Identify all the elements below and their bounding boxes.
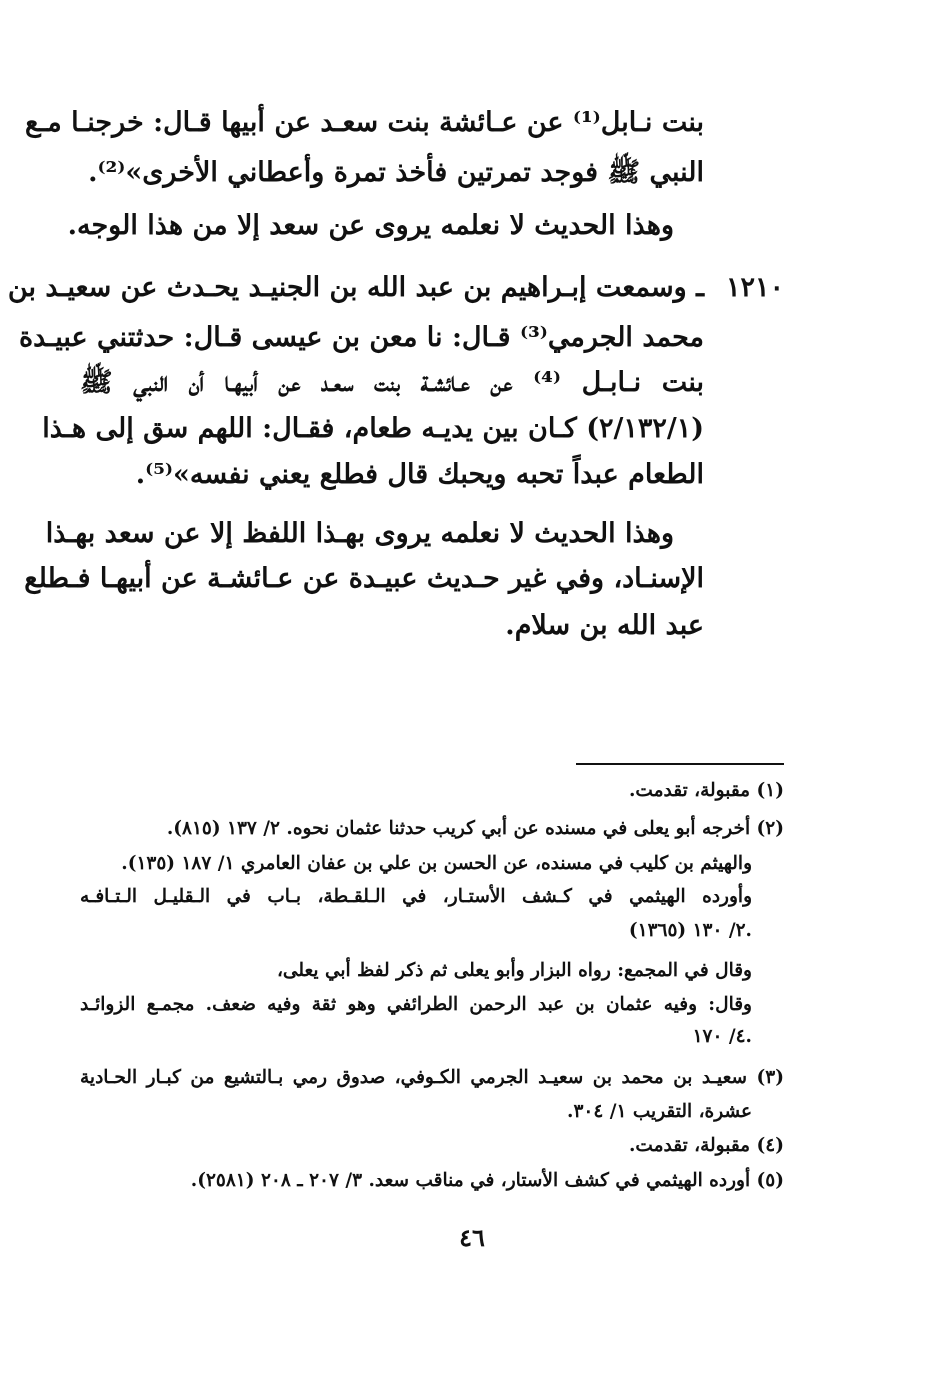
footnote-2: (٢) أخرجه أبو يعلى في مسنده عن أبي كريب حدثنا عثمان نحوه. ٢/ ١٣٧ (٨١٥). <box>166 818 784 839</box>
main-text-line: محمد الجرمي⁽³⁾ قـال: نا معن بن عيسى قـال: حدثتني عبيـدة <box>19 322 704 353</box>
hadith-number: ١٢١٠ <box>725 272 784 303</box>
footnote-2-line: ٢/ ١٣٠ (١٣٦٥). <box>628 920 752 941</box>
main-text-line: الطعام عبداً تحبه ويحبك قال فطلع يعني نفسه»⁽⁵⁾. <box>135 459 704 490</box>
main-text-line: بنت نـابل⁽¹⁾ عن عـائشة بنت سعـد عن أبيها قـال: خرجنـا مـع <box>24 107 704 138</box>
footnote-1: (١) مقبولة، تقدمت. <box>628 780 784 801</box>
main-text-line: النبي ﷺ فوجد تمرتين فأخذ تمرة وأعطاني الأخرى»⁽²⁾. <box>88 157 704 188</box>
main-text-line: الإسنـاد، وفي غير حـديث عبيـدة عن عـائشـة عن أبيهـا فـطلع <box>24 563 704 594</box>
footnote-2-line: ٤/ ١٧٠. <box>692 1026 752 1047</box>
main-text-line: بنت نـابـل ⁽⁴⁾ عن عـائشـة بنت سعـد عن أبيهـا أن النبي ﷺ <box>80 367 704 398</box>
footnote-5: (٥) أورده الهيثمي في كشف الأستار، في مناقب سعد. ٣/ ٢٠٧ ـ ٢٠٨ (٢٥٨١). <box>190 1170 784 1191</box>
footnote-2-line: وأورده الهيثمي في كـشف الأستـار، في الـلقـطة، بـاب في الـقليـل الـتـافـه <box>80 886 752 907</box>
footnote-3-line: عشرة، التقريب ١/ ٣٠٤. <box>567 1101 752 1122</box>
main-text-line: عبد الله بن سلام. <box>505 610 704 641</box>
footnote-2-line: وقال في المجمع: رواه البزار وأبو يعلى ثم ذكر لفظ أبي يعلى، <box>276 960 752 981</box>
footnote-3: (٣) سعيـد بن محمد بن سعيـد الجرمي الكـوفي، صدوق رمي بـالتشيع من كبـار الحـادية <box>80 1067 784 1088</box>
main-text-line: (٢/١٣٢/١) كـان بين يديـه طعام، فقـال: اللهم سق إلى هـذا <box>42 413 704 444</box>
main-text-line: وهذا الحديث لا نعلمه يروى عن سعد إلا من هذا الوجه. <box>67 210 674 241</box>
page-number: ٤٦ <box>459 1223 485 1252</box>
footnote-2-line: والهيثم بن كليب في مسنده، عن الحسن بن علي بن عفان العامري ١/ ١٨٧ (١٣٥). <box>121 853 752 874</box>
footnote-separator <box>576 763 784 765</box>
footnote-2-line: وقال: وفيه عثمان بن عبد الرحمن الطرائفي وهو ثقة وفيه ضعف. مجمـع الزوائـد <box>80 994 752 1015</box>
main-text-line: وهذا الحديث لا نعلمه يروى بهـذا اللفظ إلا عن سعد بهـذا <box>45 518 674 549</box>
footnote-4: (٤) مقبولة، تقدمت. <box>628 1135 784 1156</box>
main-text-line: ـ وسمعت إبـراهيم بن عبد الله بن الجنيـد يحـدث عن سعيـد بن <box>7 272 704 303</box>
